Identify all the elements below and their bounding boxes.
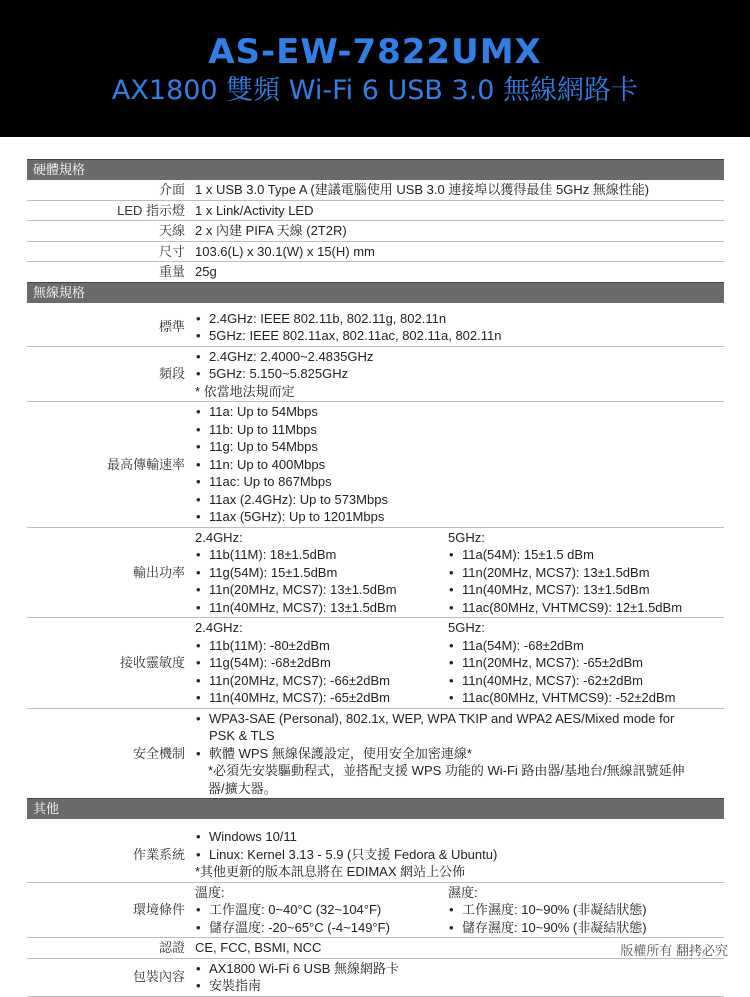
list-item: • 11b(11M): 18±1.5dBm: [196, 547, 337, 562]
header-banner: [0, 0, 750, 137]
security-note: *必須先安裝驅動程式，並搭配支援 WPS 功能的 Wi-Fi 路由器/基地台/無線訊號延伸 器/擴大器。: [208, 763, 685, 796]
value-interface: 1 x USB 3.0 Type A (建議電腦使用 USB 3.0 連接埠以獲得最佳 5GHz 無線性能): [195, 182, 650, 197]
value-band: [193, 347, 724, 402]
spec-table: [27, 159, 724, 997]
value-sensitivity: [193, 618, 724, 708]
sens-24ghz: [195, 619, 448, 707]
list-item: • 工作溫度: 0~40°C (32~104°F): [196, 902, 382, 917]
label-sensitivity: 接收靈敏度: [119, 655, 185, 670]
list-item: • 軟體 WPS 無線保護設定，使用安全加密連線*: [196, 745, 472, 761]
list-item: • 11n(20MHz, MCS7): 13±1.5dBm: [196, 582, 397, 597]
os-note: *其他更新的版本訊息將在 EDIMAX 網站上公佈: [195, 864, 466, 879]
list-item: • 工作濕度: 10~90% (非凝結狀態): [449, 902, 647, 917]
list-item: • 11b: Up to 11Mbps: [196, 421, 317, 437]
env-hum-head: 濕度:: [448, 884, 478, 900]
value-led: 1 x Link/Activity LED: [195, 202, 314, 218]
env-temperature: [195, 884, 448, 937]
label-band: 頻段: [158, 366, 185, 381]
spec-row-security: [27, 709, 724, 799]
product-model-title: AS-EW-7822UMX: [208, 32, 542, 72]
list-item: • 11n(40MHz, MCS7): 13±1.5dBm: [196, 599, 397, 615]
label-size: 尺寸: [158, 243, 185, 259]
section-other: 其他: [27, 798, 724, 819]
env-humidity: [448, 884, 724, 937]
list-item: • 11n(40MHz, MCS7): -62±2dBm: [449, 672, 644, 688]
label-led: LED 指示燈: [117, 202, 185, 218]
list-item: • 11ac(80MHz, VHTMCS9): -52±2dBm: [449, 690, 676, 705]
list-item: • 11n(20MHz, MCS7): -66±2dBm: [196, 672, 391, 688]
list-item: • 11a: Up to 54Mbps: [196, 404, 318, 419]
label-package: 包裝內容: [132, 969, 185, 985]
power-5ghz-head: 5GHz:: [448, 529, 485, 545]
list-item: • WPA3-SAE (Personal), 802.1x, WEP, WPA TKIP and WPA2 AES/Mixed mode for PSK & TLS: [196, 710, 675, 743]
label-security: 安全機制: [132, 745, 185, 761]
list-item: • 11a(54M): -68±2dBm: [449, 637, 584, 653]
spec-row-power: [27, 528, 724, 619]
label-antenna: 天線: [158, 223, 185, 238]
value-os: [193, 827, 724, 882]
band-note: * 依當地法規而定: [195, 383, 295, 399]
list-item: • 11n(20MHz, MCS7): -65±2dBm: [449, 655, 644, 670]
value-certification: CE, FCC, BSMI, NCC: [195, 940, 322, 955]
value-security: [193, 709, 724, 799]
label-certification: 認證: [158, 940, 185, 955]
label-power: 輸出功率: [132, 564, 185, 580]
power-5ghz: [448, 529, 724, 617]
spec-row-antenna: [27, 221, 724, 242]
list-item: • 11ac: Up to 867Mbps: [196, 474, 332, 489]
spec-row-led: [27, 201, 724, 222]
list-item: • 11g: Up to 54Mbps: [196, 439, 318, 454]
spec-row-os: [27, 819, 724, 883]
list-item: • 11n(20MHz, MCS7): 13±1.5dBm: [449, 564, 650, 580]
value-antenna: 2 x 內建 PIFA 天線 (2T2R): [195, 223, 347, 238]
power-24ghz-head: 2.4GHz:: [195, 529, 243, 545]
value-rate: [193, 402, 724, 527]
list-item: • AX1800 Wi-Fi 6 USB 無線網路卡: [196, 960, 399, 976]
list-item: • 5GHz: 5.150~5.825GHz: [196, 366, 349, 381]
list-item: • 11ax (5GHz): Up to 1201Mbps: [196, 509, 385, 524]
value-standard: [193, 309, 724, 346]
spec-row-weight: [27, 262, 724, 282]
spec-row-sensitivity: [27, 618, 724, 709]
list-item: • 安裝指南: [196, 978, 262, 993]
label-weight: 重量: [158, 264, 185, 279]
list-item: • Linux: Kernel 3.13 - 5.9 (只支援 Fedora & Ubuntu): [196, 846, 498, 862]
section-wireless: 無線規格: [27, 282, 724, 303]
label-rate: 最高傳輸速率: [106, 456, 185, 472]
list-item: • 11g(54M): 15±1.5dBm: [196, 564, 338, 580]
sens-5ghz: [448, 619, 724, 707]
list-item: • 11a(54M): 15±1.5 dBm: [449, 547, 594, 562]
env-temp-head: 溫度:: [195, 884, 225, 900]
label-interface: 介面: [158, 182, 185, 197]
product-subtitle: AX1800 雙頻 Wi-Fi 6 USB 3.0 無線網路卡: [111, 75, 639, 106]
list-item: • 儲存濕度: 10~90% (非凝結狀態): [449, 919, 647, 935]
list-item: • 11n: Up to 400Mbps: [196, 456, 326, 472]
list-item: • 2.4GHz: IEEE 802.11b, 802.11g, 802.11n: [196, 310, 447, 326]
list-item: • 11n(40MHz, MCS7): 13±1.5dBm: [449, 582, 650, 597]
value-power: [193, 528, 724, 618]
list-item: • 11n(40MHz, MCS7): -65±2dBm: [196, 690, 391, 705]
spec-row-rate: [27, 402, 724, 528]
value-size: 103.6(L) x 30.1(W) x 15(H) mm: [195, 243, 375, 259]
list-item: • 11ac(80MHz, VHTMCS9): 12±1.5dBm: [449, 599, 683, 615]
list-item: • 11g(54M): -68±2dBm: [196, 655, 331, 670]
value-weight: 25g: [195, 264, 217, 279]
sens-5ghz-head: 5GHz:: [448, 620, 485, 635]
list-item: • 11b(11M): -80±2dBm: [196, 637, 330, 653]
spec-row-size: [27, 242, 724, 263]
label-standard: 標準: [158, 319, 185, 335]
value-environment: [193, 883, 724, 938]
list-item: • 2.4GHz: 2.4000~2.4835GHz: [196, 348, 374, 364]
value-package: [193, 959, 724, 996]
section-hardware: 硬體規格: [27, 159, 724, 180]
spec-row-interface: [27, 180, 724, 201]
spec-row-environment: [27, 883, 724, 939]
sens-24ghz-head: 2.4GHz:: [195, 620, 243, 635]
spec-row-package: [27, 959, 724, 997]
list-item: • 11ax (2.4GHz): Up to 573Mbps: [196, 491, 388, 507]
spec-row-band: [27, 347, 724, 403]
list-item: • 儲存溫度: -20~65°C (-4~149°F): [196, 919, 390, 935]
power-24ghz: [195, 529, 448, 617]
label-environment: 環境條件: [132, 902, 185, 917]
copyright-notice: 版權所有 翻拷必究: [620, 943, 728, 958]
list-item: • 5GHz: IEEE 802.11ax, 802.11ac, 802.11a, 802.11n: [196, 328, 502, 343]
label-os: 作業系統: [132, 846, 185, 862]
list-item: • Windows 10/11: [196, 829, 297, 844]
spec-row-standard: [27, 303, 724, 347]
